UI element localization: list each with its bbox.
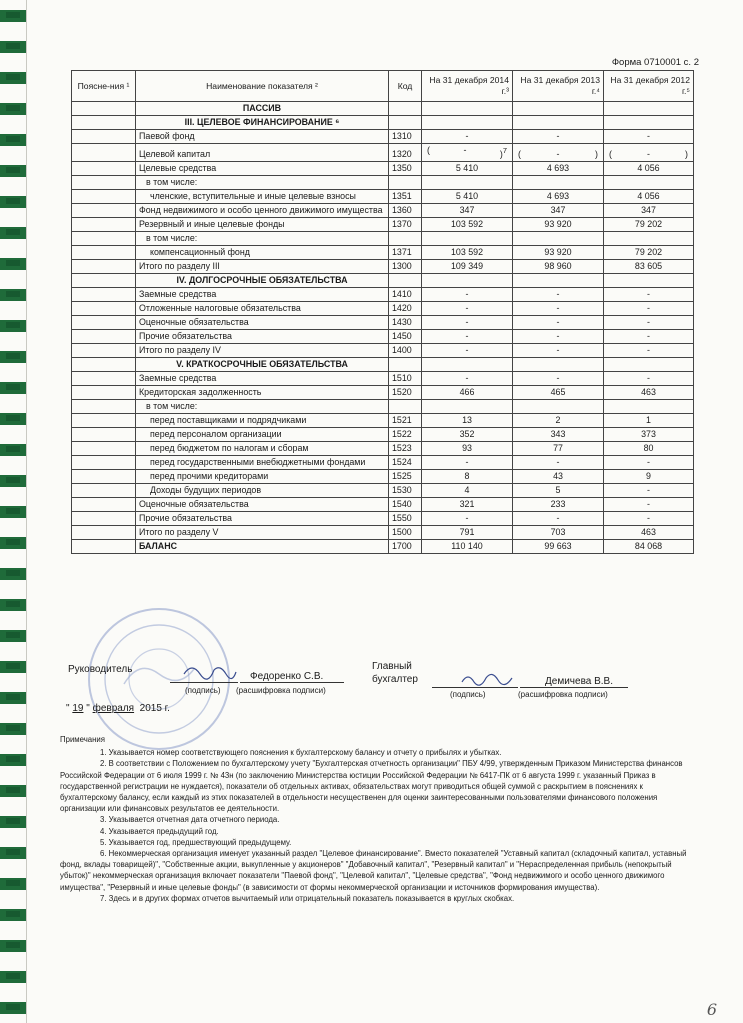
- date-year: 2015 г.: [139, 703, 170, 714]
- note-cell: [72, 399, 136, 413]
- code-cell: [389, 102, 422, 116]
- table-row: [72, 497, 694, 511]
- value-2013: [513, 357, 604, 371]
- value-2013: [513, 116, 604, 130]
- value-2014: 8: [422, 469, 513, 483]
- note-cell: [72, 329, 136, 343]
- indicator-name: БАЛАНС: [136, 539, 389, 553]
- value-2013: ( - ): [513, 144, 604, 162]
- note-cell: [72, 525, 136, 539]
- footnote-mark: 7: [502, 146, 507, 155]
- table-row: [72, 469, 694, 483]
- value-2012: 373: [604, 427, 694, 441]
- table-row: [72, 161, 694, 175]
- chief-sign-caption: (подпись): [450, 690, 486, 699]
- value-2013: 703: [513, 525, 604, 539]
- value-2012: [604, 357, 694, 371]
- value-2013: 4 693: [513, 161, 604, 175]
- code-cell: 1550: [389, 511, 422, 525]
- table-row: [72, 144, 694, 162]
- indicator-name: Итого по разделу IV: [136, 343, 389, 357]
- table-row: [72, 287, 694, 301]
- value-2014: -: [422, 343, 513, 357]
- notes-list: [60, 747, 700, 904]
- code-cell: 1351: [389, 189, 422, 203]
- value-2014: 352: [422, 427, 513, 441]
- value-2014: [422, 399, 513, 413]
- value-2013: [513, 102, 604, 116]
- table-row: [72, 399, 694, 413]
- value-2014: [422, 231, 513, 245]
- note-cell: [72, 511, 136, 525]
- table-row: [72, 203, 694, 217]
- table-header-row: [72, 71, 694, 102]
- head-name-line: [240, 682, 344, 683]
- date-month: февраля: [92, 703, 135, 714]
- value-2014: 13: [422, 413, 513, 427]
- value-2012: -: [604, 497, 694, 511]
- note-cell: [72, 144, 136, 162]
- indicator-name: ПАССИВ: [136, 102, 389, 116]
- note-cell: [72, 315, 136, 329]
- note-cell: [72, 497, 136, 511]
- value-2013: 347: [513, 203, 604, 217]
- table-row: [72, 385, 694, 399]
- value-2014: 93: [422, 441, 513, 455]
- value-2012: -: [604, 371, 694, 385]
- value-2014: -: [422, 455, 513, 469]
- value-2013: -: [513, 301, 604, 315]
- footnote-item: 2. В соответствии с Положением по бухгалтерскому учету "Бухгалтерская отчетность организации" ПБУ 4/99, утвержденным Приказом Министерства финансов Российской Федерации от 6 июля 1999 г. № 43н (по заключению Министерства юстиции Российской Федерации № 6417-ПК от 6 августа 1999 г. указанный Приказ в государственной регистрации не нуждается), показатели об отдельных активах, обязательствах могут приводиться общей суммой с раскрытием в пояснениях к бухгалтерскому балансу, если каждый из этих показателей в отдельности несущественен для оценки заинтересованными пользователями финансового положения организации или финансовых результатов ее деятельности.: [60, 759, 683, 814]
- indicator-name: Итого по разделу V: [136, 525, 389, 539]
- head-signature-scribble: [180, 660, 240, 680]
- note-cell: [72, 245, 136, 259]
- indicator-name: перед прочими кредиторами: [136, 469, 389, 483]
- indicator-name: перед персоналом организации: [136, 427, 389, 441]
- code-cell: 1700: [389, 539, 422, 553]
- value-text: -: [647, 148, 650, 159]
- value-text: -: [463, 145, 467, 155]
- liabilities-table: [71, 70, 694, 554]
- note-cell: [72, 161, 136, 175]
- code-cell: 1350: [389, 161, 422, 175]
- value-2012: 4 056: [604, 189, 694, 203]
- table-row: [72, 539, 694, 553]
- code-cell: 1370: [389, 217, 422, 231]
- value-2012: -: [604, 130, 694, 144]
- chief-decode-caption: (расшифровка подписи): [518, 690, 608, 699]
- value-2012: 347: [604, 203, 694, 217]
- code-cell: 1420: [389, 301, 422, 315]
- note-cell: [72, 217, 136, 231]
- value-2012: 79 202: [604, 217, 694, 231]
- value-2012: -: [604, 287, 694, 301]
- value-2012: ( - ): [604, 144, 694, 162]
- value-2012: -: [604, 455, 694, 469]
- note-cell: [72, 231, 136, 245]
- indicator-name: компенсационный фонд: [136, 245, 389, 259]
- value-2013: -: [513, 455, 604, 469]
- header-note: Поясне-ния ¹: [72, 71, 136, 102]
- value-2014: 4: [422, 483, 513, 497]
- value-2013: -: [513, 315, 604, 329]
- value-2013: 93 920: [513, 217, 604, 231]
- value-2013: 98 960: [513, 259, 604, 273]
- section-header-row: [72, 102, 694, 116]
- table-row: [72, 427, 694, 441]
- code-cell: 1500: [389, 525, 422, 539]
- code-cell: 1430: [389, 315, 422, 329]
- value-2014: -: [422, 511, 513, 525]
- code-cell: 1522: [389, 427, 422, 441]
- note-cell: [72, 130, 136, 144]
- note-cell: [72, 102, 136, 116]
- note-cell: [72, 455, 136, 469]
- value-2013: 5: [513, 483, 604, 497]
- value-2012: 463: [604, 385, 694, 399]
- value-2012: [604, 102, 694, 116]
- indicator-name: Фонд недвижимого и особо ценного движимого имущества: [136, 203, 389, 217]
- code-cell: [389, 399, 422, 413]
- value-2013: -: [513, 511, 604, 525]
- head-label: Руководитель: [68, 664, 133, 675]
- value-2014: 791: [422, 525, 513, 539]
- header-2014: На 31 декабря 2014 г.³: [422, 71, 513, 102]
- code-cell: 1523: [389, 441, 422, 455]
- head-sign-line: [170, 682, 238, 683]
- code-cell: [389, 231, 422, 245]
- value-2012: 9: [604, 469, 694, 483]
- indicator-name: Прочие обязательства: [136, 511, 389, 525]
- footnote-item: 5. Указывается год, предшествующий предыдущему.: [100, 837, 292, 847]
- indicator-name: в том числе:: [136, 231, 389, 245]
- value-2013: -: [513, 329, 604, 343]
- value-2013: 93 920: [513, 245, 604, 259]
- indicator-name: Прочие обязательства: [136, 329, 389, 343]
- indicator-name: Кредиторская задолженность: [136, 385, 389, 399]
- note-cell: [72, 189, 136, 203]
- table-body: [72, 102, 694, 554]
- value-2014: 109 349: [422, 259, 513, 273]
- value-2013: 233: [513, 497, 604, 511]
- code-cell: 1400: [389, 343, 422, 357]
- value-2012: -: [604, 511, 694, 525]
- value-2012: [604, 273, 694, 287]
- value-2012: -: [604, 483, 694, 497]
- table-row: [72, 175, 694, 189]
- value-2013: 4 693: [513, 189, 604, 203]
- value-2014: 321: [422, 497, 513, 511]
- indicator-name: Отложенные налоговые обязательства: [136, 301, 389, 315]
- value-2012: 463: [604, 525, 694, 539]
- value-2014: 347: [422, 203, 513, 217]
- indicator-name: Целевые средства: [136, 161, 389, 175]
- chief-label-2: бухгалтер: [372, 674, 418, 685]
- value-2014: [422, 102, 513, 116]
- indicator-name: V. КРАТКОСРОЧНЫЕ ОБЯЗАТЕЛЬСТВА: [136, 357, 389, 371]
- table-row: [72, 441, 694, 455]
- note-cell: [72, 385, 136, 399]
- note-cell: [72, 259, 136, 273]
- header-code: Код: [389, 71, 422, 102]
- value-2013: [513, 399, 604, 413]
- table-row: [72, 371, 694, 385]
- table-row: [72, 189, 694, 203]
- value-2013: 465: [513, 385, 604, 399]
- indicator-name: Доходы будущих периодов: [136, 483, 389, 497]
- table-row: [72, 217, 694, 231]
- value-2012: [604, 399, 694, 413]
- code-cell: 1530: [389, 483, 422, 497]
- value-2012: [604, 116, 694, 130]
- value-2012: [604, 175, 694, 189]
- indicator-name: членские, вступительные и иные целевые взносы: [136, 189, 389, 203]
- note-cell: [72, 539, 136, 553]
- header-name: Наименование показателя ²: [136, 71, 389, 102]
- note-cell: [72, 116, 136, 130]
- head-name: Федоренко С.В.: [250, 671, 324, 682]
- indicator-name: Резервный и иные целевые фонды: [136, 217, 389, 231]
- table-row: [72, 245, 694, 259]
- note-cell: [72, 413, 136, 427]
- code-cell: 1540: [389, 497, 422, 511]
- value-2013: 77: [513, 441, 604, 455]
- section-header-row: [72, 116, 694, 130]
- code-cell: 1371: [389, 245, 422, 259]
- table-row: [72, 329, 694, 343]
- value-2014: 103 592: [422, 217, 513, 231]
- header-2012: На 31 декабря 2012 г.⁵: [604, 71, 694, 102]
- indicator-name: перед поставщиками и подрядчиками: [136, 413, 389, 427]
- notes-title: Примечания: [60, 735, 106, 744]
- code-cell: 1320: [389, 144, 422, 162]
- code-cell: 1520: [389, 385, 422, 399]
- value-2012: 1: [604, 413, 694, 427]
- value-2014: -: [422, 301, 513, 315]
- code-cell: 1360: [389, 203, 422, 217]
- note-cell: [72, 357, 136, 371]
- value-2014: [422, 357, 513, 371]
- table-row: [72, 413, 694, 427]
- indicator-name: Целевой капитал: [136, 144, 389, 162]
- footnote-item: 1. Указывается номер соответствующего пояснения к бухгалтерскому балансу и отчету о прибылях и убытках.: [100, 748, 502, 758]
- indicator-name: перед государственными внебюджетными фондами: [136, 455, 389, 469]
- code-cell: 1510: [389, 371, 422, 385]
- value-2013: [513, 175, 604, 189]
- value-2012: 4 056: [604, 161, 694, 175]
- value-2013: -: [513, 130, 604, 144]
- code-cell: [389, 273, 422, 287]
- note-cell: [72, 483, 136, 497]
- footnote-item: 7. Здесь и в других формах отчетов вычитаемый или отрицательный показатель показывается в круглых скобках.: [100, 893, 515, 903]
- value-2014: -: [422, 287, 513, 301]
- value-2014: -: [422, 130, 513, 144]
- value-2013: -: [513, 287, 604, 301]
- table-row: [72, 259, 694, 273]
- note-cell: [72, 175, 136, 189]
- indicator-name: Итого по разделу III: [136, 259, 389, 273]
- value-2012: -: [604, 329, 694, 343]
- note-cell: [72, 301, 136, 315]
- value-text: -: [556, 148, 560, 159]
- date-day: 19: [72, 703, 84, 714]
- table-row: [72, 455, 694, 469]
- table-row: [72, 511, 694, 525]
- code-cell: [389, 175, 422, 189]
- indicator-name: в том числе:: [136, 399, 389, 413]
- value-2014: -: [422, 371, 513, 385]
- table-row: [72, 130, 694, 144]
- table-row: [72, 315, 694, 329]
- code-cell: 1410: [389, 287, 422, 301]
- value-2014: -: [422, 315, 513, 329]
- value-2014: [422, 273, 513, 287]
- note-cell: [72, 273, 136, 287]
- note-cell: [72, 343, 136, 357]
- indicator-name: IV. ДОЛГОСРОЧНЫЕ ОБЯЗАТЕЛЬСТВА: [136, 273, 389, 287]
- indicator-name: Оценочные обязательства: [136, 315, 389, 329]
- value-2014: [422, 116, 513, 130]
- value-2012: [604, 231, 694, 245]
- page-number: 6: [706, 1000, 717, 1019]
- value-2012: 80: [604, 441, 694, 455]
- value-2013: 343: [513, 427, 604, 441]
- footnotes: [60, 734, 700, 904]
- indicator-name: III. ЦЕЛЕВОЕ ФИНАНСИРОВАНИЕ ⁶: [136, 116, 389, 130]
- indicator-name: Паевой фонд: [136, 130, 389, 144]
- value-2012: -: [604, 301, 694, 315]
- code-cell: [389, 116, 422, 130]
- indicator-name: в том числе:: [136, 175, 389, 189]
- value-2012: -: [604, 343, 694, 357]
- value-2014: 110 140: [422, 539, 513, 553]
- note-cell: [72, 203, 136, 217]
- value-2014: [422, 175, 513, 189]
- value-2014: 5 410: [422, 161, 513, 175]
- head-sign-caption: (подпись): [185, 686, 221, 695]
- signing-date: [66, 703, 170, 714]
- value-2014: 466: [422, 385, 513, 399]
- table-row: [72, 483, 694, 497]
- date-quote-close: ": [86, 703, 90, 714]
- table-row: [72, 525, 694, 539]
- section-header-row: [72, 357, 694, 371]
- code-cell: 1521: [389, 413, 422, 427]
- indicator-name: Заемные средства: [136, 371, 389, 385]
- value-2012: 83 605: [604, 259, 694, 273]
- header-2013: На 31 декабря 2013 г.⁴: [513, 71, 604, 102]
- code-cell: 1310: [389, 130, 422, 144]
- note-cell: [72, 427, 136, 441]
- chief-label-1: Главный: [372, 661, 412, 672]
- value-2012: 84 068: [604, 539, 694, 553]
- note-cell: [72, 371, 136, 385]
- footnote-item: 4. Указывается предыдущий год.: [100, 826, 219, 836]
- value-2013: 43: [513, 469, 604, 483]
- footnote-item: 6. Некоммерческая организация именует указанный раздел "Целевое финансирование". Вместо показателей "Уставный капитал (складочный капитал, уставный фонд, вклады товарищей)", "Собственные акции, выкупленные у акционеров" "Добавочный капитал", "Резервный капитал" и "Нераспределенная прибыль (непокрытый убыток)" некоммерческая организация включает показатели "Паевой фонд", "Целевой капитал", "Целевые средства", "Фонд недвижимого и особо ценного движимого имущества", "Резервный и иные целевые фонды" (в зависимости от формы некоммерческой организации и источников формирования имущества).: [60, 849, 687, 892]
- value-2013: [513, 231, 604, 245]
- value-2014: 5 410: [422, 189, 513, 203]
- chief-sign-line: [432, 687, 518, 688]
- value-2013: -: [513, 343, 604, 357]
- code-cell: 1300: [389, 259, 422, 273]
- head-decode-caption: (расшифровка подписи): [236, 686, 326, 695]
- value-2014: -: [422, 329, 513, 343]
- code-cell: [389, 357, 422, 371]
- value-2013: 99 663: [513, 539, 604, 553]
- code-cell: 1524: [389, 455, 422, 469]
- value-2012: 79 202: [604, 245, 694, 259]
- value-2013: [513, 273, 604, 287]
- note-cell: [72, 469, 136, 483]
- indicator-name: Заемные средства: [136, 287, 389, 301]
- code-cell: 1525: [389, 469, 422, 483]
- note-cell: [72, 287, 136, 301]
- code-cell: 1450: [389, 329, 422, 343]
- value-2013: 2: [513, 413, 604, 427]
- section-header-row: [72, 273, 694, 287]
- footnote-item: 3. Указывается отчетная дата отчетного периода.: [100, 815, 280, 825]
- table-row: [72, 301, 694, 315]
- value-2013: -: [513, 371, 604, 385]
- form-code: Форма 0710001 с. 2: [611, 57, 699, 68]
- chief-name-line: [520, 687, 628, 688]
- table-row: [72, 343, 694, 357]
- note-cell: [72, 441, 136, 455]
- indicator-name: перед бюджетом по налогам и сборам: [136, 441, 389, 455]
- value-2012: -: [604, 315, 694, 329]
- date-quote-open: ": [66, 703, 70, 714]
- value-2014: 103 592: [422, 245, 513, 259]
- chief-name: Демичева В.В.: [545, 676, 614, 687]
- table-row: [72, 231, 694, 245]
- spiral-binding: [0, 0, 27, 1023]
- value-2014: ( - )$^7$: [422, 144, 513, 162]
- indicator-name: Оценочные обязательства: [136, 497, 389, 511]
